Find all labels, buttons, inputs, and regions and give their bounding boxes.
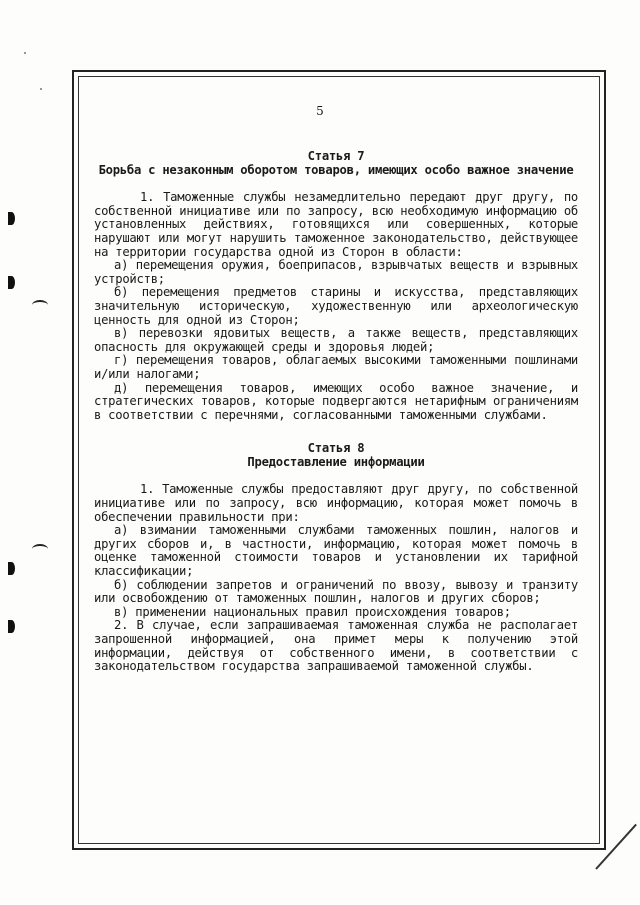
punch-hole-mark [8, 212, 15, 225]
article-7-paragraph: д) перемещения товаров, имеющих особо важное значение, и стратегических товаров, которые подвергаются нетарифным ограничениям в соответствии с перечнями, согласованными таможенными службами. [94, 380, 578, 422]
document-body [94, 150, 578, 674]
punch-hole-mark [8, 620, 15, 633]
article-8-paragraph: б) соблюдении запретов и ограничений по ввозу, вывозу и транзиту или освобождению от таможенных пошлин, налогов и других сборов; [94, 577, 578, 606]
article-7-paragraph: г) перемещения товаров, облагаемых высокими таможенными пошлинами и/или налогами; [94, 353, 578, 381]
scan-arc-mark [32, 300, 48, 310]
scan-speck [24, 52, 26, 54]
punch-hole-mark [8, 276, 15, 289]
article-7-paragraph: а) перемещения оружия, боеприпасов, взрывчатых веществ и взрывных устройств; [94, 258, 578, 286]
scan-arc-mark [32, 544, 48, 554]
article-7-title: Статья 7 [307, 149, 365, 163]
article-7-heading: Борьба с незаконным оборотом товаров, имеющих особо важное значение [98, 162, 574, 177]
article-8-paragraph: а) взимании таможенными службами таможенных пошлин, налогов и других сборов и, в частности, информацию, которая может помочь в оценке таможенной стоимости товаров и установлении их тарифной классификации; [94, 523, 578, 579]
article-8-paragraph: 1. Таможенные службы предоставляют друг другу, по собственной инициативе или по запросу, всю информацию, которая может помочь в обеспечении правильности при: [94, 482, 578, 524]
article-8-paragraph: 2. В случае, если запрашиваемая таможенная служба не располагает запрошенной информацией, она примет меры к получению этой информации, действуя от собственного имени, в соответствии с законодательством государства запрашиваемой таможенной службы. [94, 618, 578, 674]
article-spacer [94, 422, 578, 442]
article-8-heading: Предоставление информации [247, 454, 425, 469]
article-7-paragraph: 1. Таможенные службы незамедлительно передают друг другу, по собственной инициативе или по запросу, всю необходимую информацию об установленных действиях, готовящихся или совершенных, которые нарушают или могут нарушить таможенное законодательство, действующее на территории государства одной из Сторон в области: [94, 190, 578, 259]
page-number: 5 [316, 104, 324, 118]
scan-speck [40, 88, 42, 90]
article-7-paragraph: б) перемещения предметов старины и искусства, представляющих значительную историческую, художественную или археологическую ценность для одной из Сторон; [94, 285, 578, 327]
article-8-title: Статья 8 [307, 441, 365, 456]
article-8-paragraph: в) применении национальных правил происхождения товаров; [114, 604, 511, 619]
punch-hole-mark [8, 562, 15, 575]
article-7-paragraph: в) перевозки ядовитых веществ, а также веществ, представляющих опасность для окружающей среды и здоровья людей; [94, 326, 578, 354]
